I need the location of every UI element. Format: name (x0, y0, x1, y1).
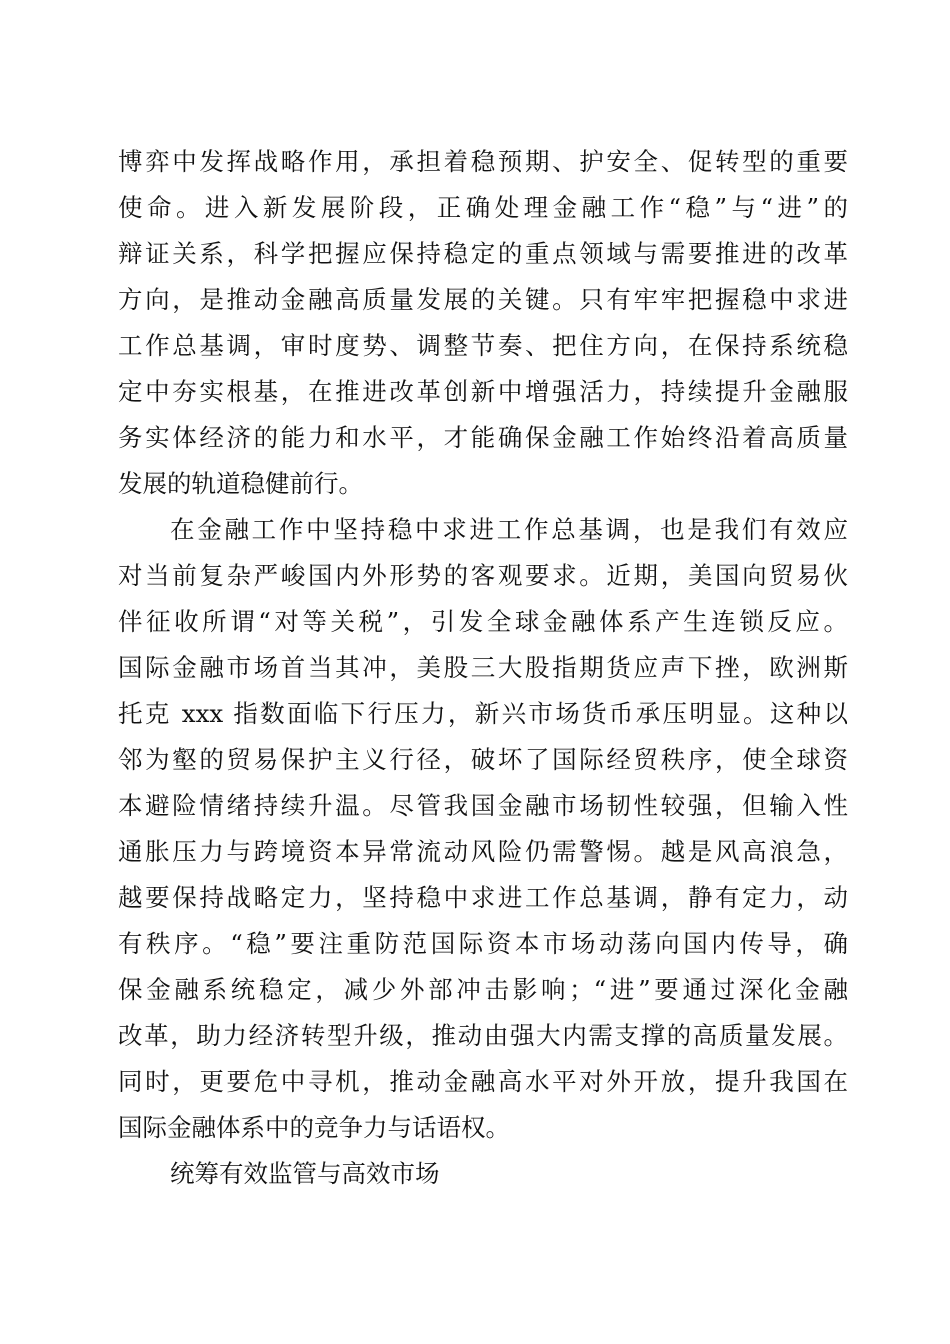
body-text-line: 辩证关系，科学把握应保持稳定的重点领域与需要推进的改革 (118, 239, 848, 268)
body-text-line: 伴征收所谓“对等关税”，引发全球金融体系产生连锁反应。 (118, 607, 848, 636)
body-text-line: 有秩序。“稳”要注重防范国际资本市场动荡向国内传导，确 (118, 929, 848, 958)
body-text-line: 通胀压力与跨境资本异常流动风险仍需警惕。越是风高浪急， (118, 837, 848, 866)
body-text-line: 托克 xxx 指数面临下行压力，新兴市场货币承压明显。这种以 (118, 699, 848, 728)
body-text-line: 务实体经济的能力和水平，才能确保金融工作始终沿着高质量 (118, 423, 848, 452)
body-text-line: 国际金融体系中的竞争力与话语权。 (118, 1113, 510, 1142)
body-text-line: 对当前复杂严峻国内外形势的客观要求。近期，美国向贸易伙 (118, 561, 848, 590)
body-text-line: 定中夯实根基，在推进改革创新中增强活力，持续提升金融服 (118, 377, 848, 406)
paragraph-first-line: 在金融工作中坚持稳中求进工作总基调，也是我们有效应 (170, 515, 848, 544)
body-text-line: 使命。进入新发展阶段，正确处理金融工作“稳”与“进”的 (118, 193, 848, 222)
body-text-line: 越要保持战略定力，坚持稳中求进工作总基调，静有定力，动 (118, 883, 848, 912)
body-text-line: 博弈中发挥战略作用，承担着稳预期、护安全、促转型的重要 (118, 147, 848, 176)
body-text-line: 国际金融市场首当其冲，美股三大股指期货应声下挫，欧洲斯 (118, 653, 848, 682)
body-text-line: 改革，助力经济转型升级，推动由强大内需支撑的高质量发展。 (118, 1021, 848, 1050)
body-text-line: 方向，是推动金融高质量发展的关键。只有牢牢把握稳中求进 (118, 285, 848, 314)
section-heading: 统筹有效监管与高效市场 (170, 1159, 440, 1188)
body-text-line: 本避险情绪持续升温。尽管我国金融市场韧性较强，但输入性 (118, 791, 848, 820)
body-text-line: 同时，更要危中寻机，推动金融高水平对外开放，提升我国在 (118, 1067, 848, 1096)
body-text-line: 工作总基调，审时度势、调整节奏、把住方向，在保持系统稳 (118, 331, 848, 360)
body-text-line: 邻为壑的贸易保护主义行径，破坏了国际经贸秩序，使全球资 (118, 745, 848, 774)
body-text-line: 发展的轨道稳健前行。 (118, 469, 363, 498)
body-text-line: 保金融系统稳定，减少外部冲击影响；“进”要通过深化金融 (118, 975, 848, 1004)
